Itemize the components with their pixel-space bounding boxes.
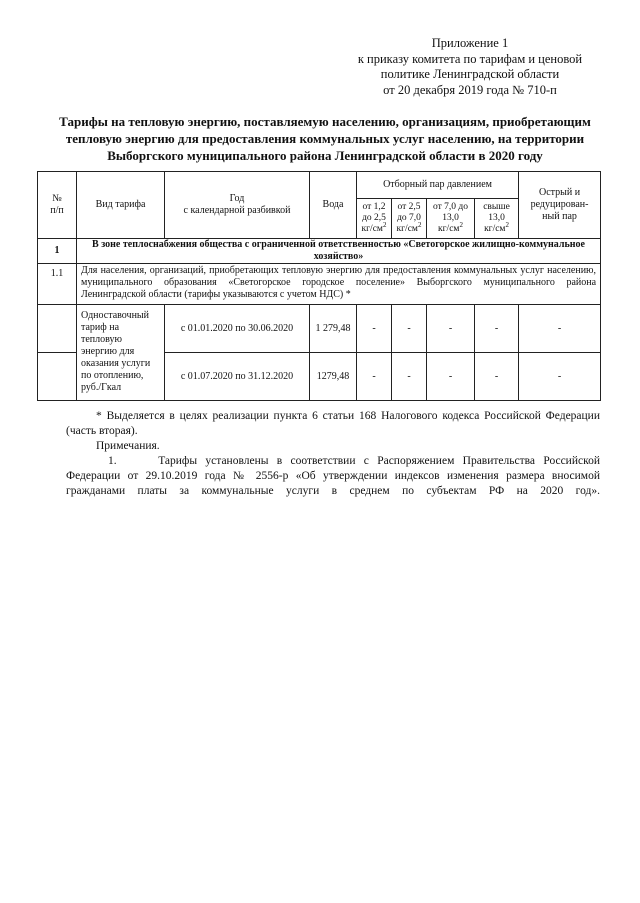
note-item-1-line-2: Федерации от 29.10.2019 года № 2556-р «Об утверждении индексов изменения размера вносимой xyxy=(66,470,600,482)
appendix-order-line: к приказу комитета по тарифам и ценовой xyxy=(357,51,583,66)
document-title xyxy=(30,113,620,164)
appendix-title: Приложение 1 xyxy=(431,36,509,50)
title-line-3: Выборгского муниципального района Ленинградской области в 2020 году xyxy=(107,148,543,163)
notes-heading: Примечания. xyxy=(96,440,160,452)
footnote: * Выделяется в целях реализации пункта 6 статьи 168 Налогового кодекса Российской Федерации (часть вторая). xyxy=(66,410,600,437)
table-header-row xyxy=(38,172,601,199)
header-pressure-1: от 1,2 до 2,5 $кг/см^2$ xyxy=(357,199,392,239)
pressure-1-value: - xyxy=(357,353,392,401)
header-steam: Отборный пар давлением xyxy=(357,172,519,199)
subsection-num: 1.1 xyxy=(38,264,77,305)
pressure-3-value: - xyxy=(427,353,475,401)
header-pressure-4: свыше 13,0 $кг/см^2$ xyxy=(475,199,519,239)
header-acute-steam: Острый и редуцирован- ный пар xyxy=(519,172,601,239)
notes-section xyxy=(66,409,600,499)
period-cell: с 01.07.2020 по 31.12.2020 xyxy=(165,353,310,401)
acute-steam-value: - xyxy=(519,305,601,353)
header-pressure-3: от 7,0 до 13,0 $кг/см^2$ xyxy=(427,199,475,239)
pressure-2-value: - xyxy=(392,305,427,353)
pressure-2-value: - xyxy=(392,353,427,401)
tariff-table xyxy=(37,171,601,401)
title-line-2: тепловую энергию для предоставления коммунальных услуг населению, на территории xyxy=(65,131,585,146)
table-row xyxy=(38,305,601,353)
note-item-1-line-3: гражданами платы за коммунальные услуги в среднем по субъектам РФ на 2020 год». xyxy=(66,485,600,497)
pressure-4-value: - xyxy=(475,305,519,353)
header-pressure-2: от 2,5 до 7,0 $кг/см^2$ xyxy=(392,199,427,239)
header-water: Вода xyxy=(310,172,357,239)
header-num: № п/п xyxy=(38,172,77,239)
appendix-committee-line: политике Ленинградской области xyxy=(380,67,560,81)
title-line-1: Тарифы на тепловую энергию, поставляемую населению, организациям, приобретающим xyxy=(59,114,591,129)
pressure-3-value: - xyxy=(427,305,475,353)
section-title: В зоне теплоснабжения общества с ограниченной ответственностью «Светогорское жилищно-коммунальное хозяйство» xyxy=(77,239,601,264)
pressure-4-value: - xyxy=(475,353,519,401)
section-num: 1 xyxy=(38,239,77,264)
tariff-kind-cell: Одноставочный тариф на тепловую энергию для оказания услуги по отоплению, руб./Гкал xyxy=(77,305,165,401)
pressure-1-value: - xyxy=(357,305,392,353)
row-num-empty xyxy=(38,305,77,353)
header-tariff-kind: Вид тарифа xyxy=(77,172,165,239)
acute-steam-value: - xyxy=(519,353,601,401)
appendix-header xyxy=(330,36,610,98)
water-value: 1279,48 xyxy=(310,353,357,401)
subsection-row xyxy=(38,264,601,305)
note-item-1-line-1: 1. Тарифы установлены в соответствии с Распоряжением Правительства Российской xyxy=(108,455,601,467)
header-year: Год с календарной разбивкой xyxy=(165,172,310,239)
period-cell: с 01.01.2020 по 30.06.2020 xyxy=(165,305,310,353)
appendix-date-line: от 20 декабря 2019 года № 710-п xyxy=(383,82,557,97)
subsection-text: Для населения, организаций, приобретающих тепловую энергию для предоставления коммунальных услуг населению, муниципального образования «Светогорское городское поселение» Выборгского муниципального района Ленинградской области (тарифы указываются с учетом НДС) * xyxy=(77,264,601,305)
section-row xyxy=(38,239,601,264)
row-num-empty xyxy=(38,353,77,401)
water-value: 1 279,48 xyxy=(310,305,357,353)
